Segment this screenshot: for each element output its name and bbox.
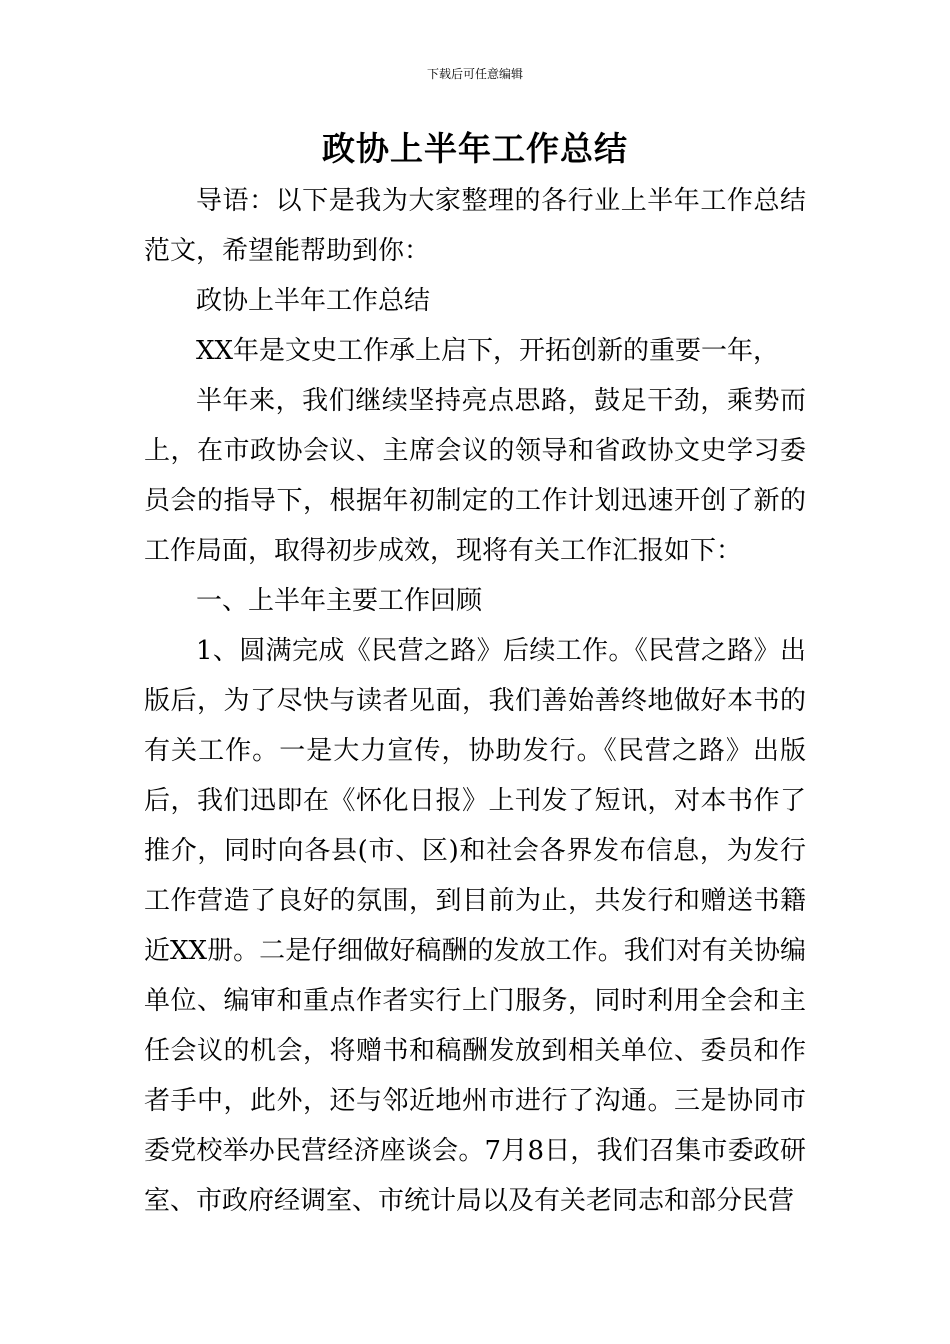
paragraph-subtitle: 政协上半年工作总结: [196, 286, 431, 316]
document-title: 政协上半年工作总结: [322, 129, 628, 168]
header-note: 下载后可任意编辑: [426, 67, 523, 81]
paragraph-intro: 导语：以下是我为大家整理的各行业上半年工作总结范文，希望能帮助到你：: [144, 186, 806, 266]
paragraph-item-1: 1、圆满完成《民营之路》后续工作。《民营之路》出版后，为了尽快与读者见面，我们善始善终地做好本书的有关工作。一是大力宣传，协助发行。《民营之路》出版后，我们迅即在《怀化日报》上刊发了短讯，对本书作了推介，同时向各县(市、区)和社会各界发布信息，为发行工作营造了良好的氛围，到目前为止，共发行和赠送书籍近XX册。二是仔细做好稿酬的发放工作。我们对有关协编单位、编审和重点作者实行上门服务，同时利用全会和主任会议的机会，将赠书和稿酬发放到相关单位、委员和作者手中，此外，还与邻近地州市进行了沟通。三是协同市委党校举办民营经济座谈会。7月8日，我们召集市委政研室、市政府经调室、市统计局以及有关老同志和部分民营: [144, 636, 806, 1216]
document-body: [144, 176, 806, 1226]
paragraph-opening: XX年是文史工作承上启下，开拓创新的重要一年，: [196, 336, 780, 366]
section-heading-review: 一、上半年主要工作回顾: [196, 586, 483, 616]
paragraph-summary: 半年来，我们继续坚持亮点思路，鼓足干劲，乘势而上，在市政协会议、主席会议的领导和省政协文史学习委员会的指导下，根据年初制定的工作计划迅速开创了新的工作局面，取得初步成效，现将有关工作汇报如下：: [144, 386, 806, 566]
